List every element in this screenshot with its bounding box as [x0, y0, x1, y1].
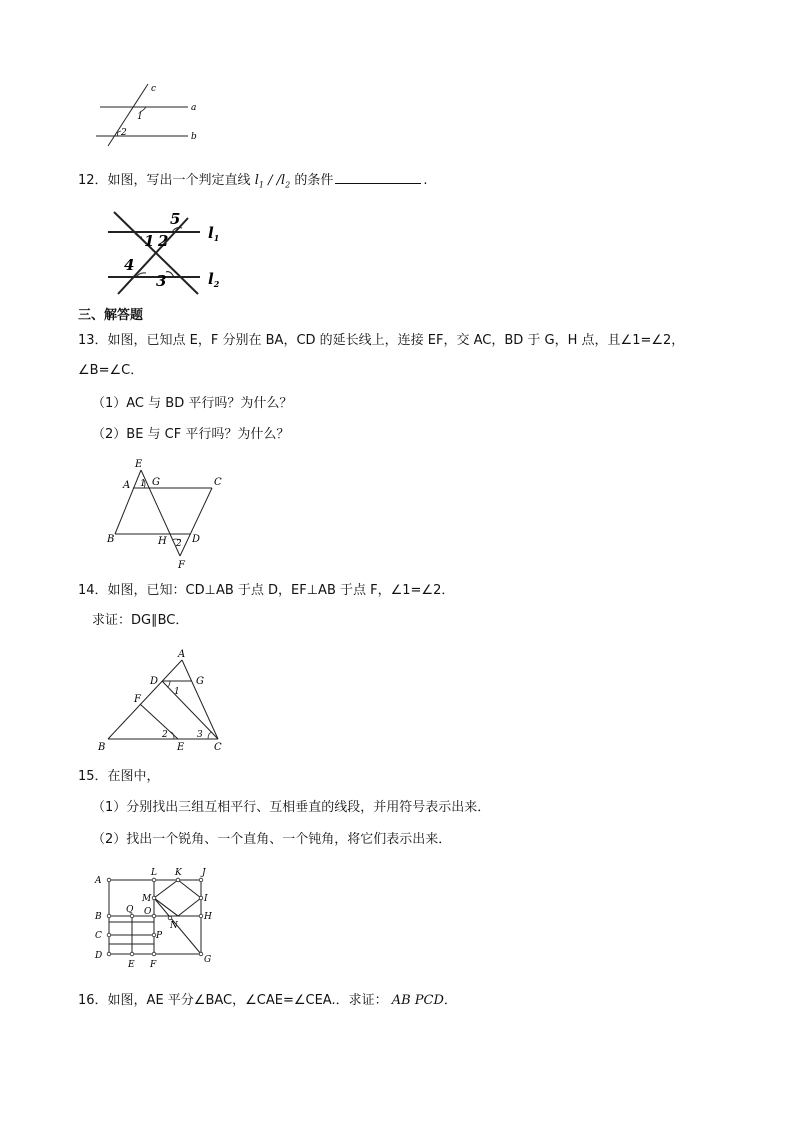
- segment-DC: [162, 681, 218, 739]
- label-B: B: [95, 912, 102, 922]
- label-H: H: [158, 536, 167, 547]
- question-12-text-before: 如图，写出一个判定直线: [107, 173, 251, 188]
- question-13-number: 13．: [78, 333, 108, 348]
- label-J: J: [202, 868, 206, 878]
- section-title: 三、解答题: [78, 308, 144, 323]
- segment-AB: [108, 660, 182, 739]
- question-14-line-1: [78, 582, 454, 600]
- label-angle-2: 2: [176, 539, 182, 549]
- label-c: c: [151, 84, 157, 94]
- question-16-math: AB PCD: [391, 993, 444, 1008]
- point-M: [152, 896, 156, 900]
- point-C: [107, 933, 111, 937]
- label-H: H: [204, 912, 212, 922]
- point-G: [199, 952, 203, 956]
- figure-q13: [104, 458, 234, 570]
- label-angle-3: 3: [197, 730, 203, 740]
- point-F: [152, 952, 156, 956]
- label-a: a: [191, 103, 197, 113]
- segment-CF: [180, 488, 212, 556]
- parallel-symbol: / /: [263, 173, 281, 188]
- point-E: [130, 952, 134, 956]
- point-B: [107, 914, 111, 918]
- angle-3-arc: [208, 732, 212, 739]
- label-E: E: [177, 742, 185, 753]
- question-16-period: ．: [443, 993, 457, 1008]
- point-A: [107, 878, 111, 882]
- question-13-text: 如图，已知点 E，F 分别在 BA，CD 的延长线上，连接 EF，交 AC，BD 于 G，H 点，且∠1=∠2，: [107, 333, 685, 348]
- label-angle-2: 2: [121, 128, 127, 138]
- label-P: P: [156, 931, 163, 941]
- line-l1-symbol: $l_1$: [254, 173, 264, 190]
- label-angle-1: 1: [140, 479, 146, 489]
- label-5: 5: [170, 210, 181, 228]
- question-13-line-2: ∠B=∠C．: [78, 363, 144, 378]
- label-F: F: [178, 560, 185, 571]
- question-13-part-1: （1）AC 与 BD 平行吗？为什么？: [92, 396, 293, 411]
- label-A: A: [95, 876, 102, 886]
- point-K: [176, 878, 180, 882]
- label-C: C: [214, 477, 222, 488]
- label-angle-2: 2: [162, 730, 168, 740]
- segment-MN: [154, 898, 178, 916]
- figure-q12: [104, 206, 234, 296]
- point-H: [199, 914, 203, 918]
- question-15-part-1: （1）分别找出三组互相平行、互相垂直的线段，并用符号表示出来．: [92, 800, 491, 815]
- label-G: G: [204, 955, 212, 965]
- label-N: N: [170, 921, 178, 931]
- label-B: B: [98, 742, 106, 753]
- question-14-number: 14．: [78, 583, 108, 598]
- point-O: [152, 914, 156, 918]
- figure-q15: [92, 866, 222, 970]
- label-D: D: [150, 676, 159, 687]
- label-D: D: [192, 534, 201, 545]
- label-M: M: [142, 894, 152, 904]
- label-F: F: [134, 694, 141, 705]
- label-B: B: [107, 534, 115, 545]
- question-13-part-2: （2）BE 与 CF 平行吗？为什么？: [92, 427, 290, 442]
- label-2: 2: [158, 232, 169, 250]
- line-l2-symbol: $l_2$: [281, 173, 291, 190]
- label-L: L: [151, 868, 157, 878]
- label-D: D: [95, 951, 103, 961]
- question-12-number: 12．: [78, 173, 108, 188]
- question-14-line-2: 求证：DG∥BC．: [92, 613, 189, 628]
- label-3: 3: [156, 272, 167, 290]
- label-angle-1: 1: [174, 687, 180, 697]
- label-F: F: [150, 960, 157, 970]
- label-C: C: [214, 742, 222, 753]
- label-l1: $l_1$: [208, 224, 220, 243]
- question-15-part-2: （2）找出一个锐角、一个直角、一个钝角，将它们表示出来．: [92, 832, 452, 847]
- question-12-text-after: 的条件: [290, 173, 334, 188]
- point-L: [152, 878, 156, 882]
- label-G: G: [152, 477, 160, 488]
- label-b: b: [191, 132, 197, 142]
- label-A: A: [123, 480, 131, 491]
- figure-q14: [96, 646, 236, 754]
- label-K: K: [175, 868, 182, 878]
- question-16-number: 16．: [78, 993, 108, 1008]
- point-D: [107, 952, 111, 956]
- angle-2-arc: [170, 732, 174, 739]
- label-4: 4: [124, 256, 135, 274]
- label-E: E: [128, 960, 135, 970]
- answer-blank[interactable]: [335, 171, 421, 184]
- question-15-number: 15．: [78, 769, 108, 784]
- label-Q: Q: [126, 905, 134, 915]
- segment-AC: [182, 660, 218, 739]
- question-15-line-1: [78, 768, 160, 786]
- question-16-text: 如图，AE 平分∠BAC，∠CAE=∠CEA.．求证：: [107, 993, 388, 1008]
- label-1: 1: [144, 232, 155, 250]
- question-12: [78, 171, 428, 195]
- diamond-shape: [154, 880, 201, 916]
- label-angle-1: 1: [137, 112, 143, 122]
- question-12-period: .: [423, 173, 428, 188]
- label-l2: $l_2$: [208, 270, 220, 289]
- label-A: A: [178, 649, 186, 660]
- point-N: [168, 916, 172, 920]
- segment-FE: [140, 704, 178, 739]
- label-I: I: [204, 894, 208, 904]
- point-J: [199, 878, 203, 882]
- label-E: E: [135, 459, 143, 470]
- question-15-text: 在图中，: [107, 769, 160, 784]
- label-C: C: [95, 931, 102, 941]
- question-16: [78, 992, 457, 1010]
- question-13-line-1: [78, 332, 684, 350]
- point-I: [199, 896, 203, 900]
- question-14-text: 如图，已知：CD⊥AB 于点 D，EF⊥AB 于点 F，∠1=∠2．: [107, 583, 455, 598]
- label-G: G: [196, 676, 204, 687]
- figure-q11: [88, 80, 208, 148]
- label-O: O: [144, 907, 152, 917]
